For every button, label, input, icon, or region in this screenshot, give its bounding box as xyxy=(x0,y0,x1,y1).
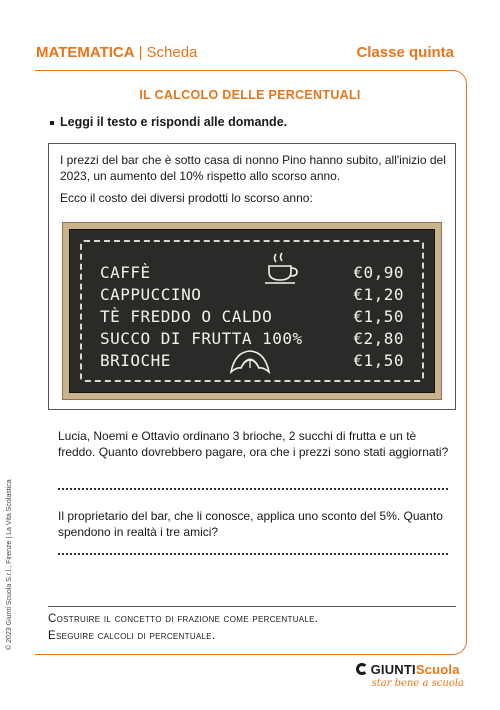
objective-1: Costruire il concetto di frazione come percentuale. xyxy=(48,613,319,625)
brand-part-b: Scuola xyxy=(415,662,460,677)
answer-line-1[interactable] xyxy=(58,488,448,490)
answer-line-2[interactable] xyxy=(58,553,448,555)
brand-name xyxy=(356,662,464,677)
bullet-icon xyxy=(50,121,54,125)
instruction xyxy=(50,115,287,129)
brand-part-a: GIUNTI xyxy=(370,662,416,677)
instruction-text: Leggi il testo e rispondi alle domande. xyxy=(60,115,288,129)
page-header xyxy=(36,44,454,68)
subject-name: MATEMATICA xyxy=(36,44,135,61)
learning-objectives xyxy=(48,606,456,645)
giunti-logo-icon xyxy=(356,663,368,675)
header-separator: | xyxy=(138,44,143,61)
publisher-logo xyxy=(356,662,464,689)
intro-paragraph-2: Ecco il costo dei diversi prodotti lo scorso anno: xyxy=(60,191,313,205)
sheet-kind: Scheda xyxy=(146,44,198,61)
menu-item-name: TÈ FREDDO O CALDO xyxy=(100,307,273,326)
menu-item-price: €1,20 xyxy=(353,285,404,304)
chalkboard-surface xyxy=(69,229,435,393)
menu-row xyxy=(100,351,404,373)
menu-item-name: CAFFÈ xyxy=(100,263,151,282)
question-1: Lucia, Noemi e Ottavio ordinano 3 brioche, 2 succhi di frutta e un tè freddo. Quanto dovrebbero pagare, ora che i prezzi sono stati aggiornati? xyxy=(58,429,449,459)
brand-tagline: star bene a scuola xyxy=(371,678,464,689)
menu-row xyxy=(100,307,404,329)
sheet-title: IL CALCOLO DELLE PERCENTUALI xyxy=(139,88,361,102)
grade-label: Classe quinta xyxy=(356,44,454,61)
menu-item-price: €2,80 xyxy=(353,329,404,348)
chalkboard-menu xyxy=(62,222,442,400)
menu-item-price: €1,50 xyxy=(353,351,404,370)
menu-row xyxy=(100,285,404,307)
intro-paragraph: I prezzi del bar che è sotto casa di nonno Pino hanno subito, all'inizio del 2023, un aumento del 10% rispetto allo scorso anno. xyxy=(60,153,446,183)
menu-item-price: €0,90 xyxy=(353,263,404,282)
menu-row xyxy=(100,329,404,351)
menu-list xyxy=(100,263,404,373)
question-2: Il proprietario del bar, che li conosce, applica uno sconto del 5%. Quanto spendono in realtà i tre amici? xyxy=(58,509,443,539)
menu-item-price: €1,50 xyxy=(353,307,404,326)
subject-label xyxy=(36,44,197,61)
copyright-note: © 2023 Giunti Scuola S.r.l., Firenze | La Vita Scolastica xyxy=(6,479,13,650)
objective-2: Eseguire calcoli di percentuale. xyxy=(48,630,216,642)
menu-item-name: BRIOCHE xyxy=(100,351,171,370)
menu-row xyxy=(100,263,404,285)
menu-item-name: CAPPUCCINO xyxy=(100,285,202,304)
menu-item-name: SUCCO DI FRUTTA 100% xyxy=(100,329,303,348)
